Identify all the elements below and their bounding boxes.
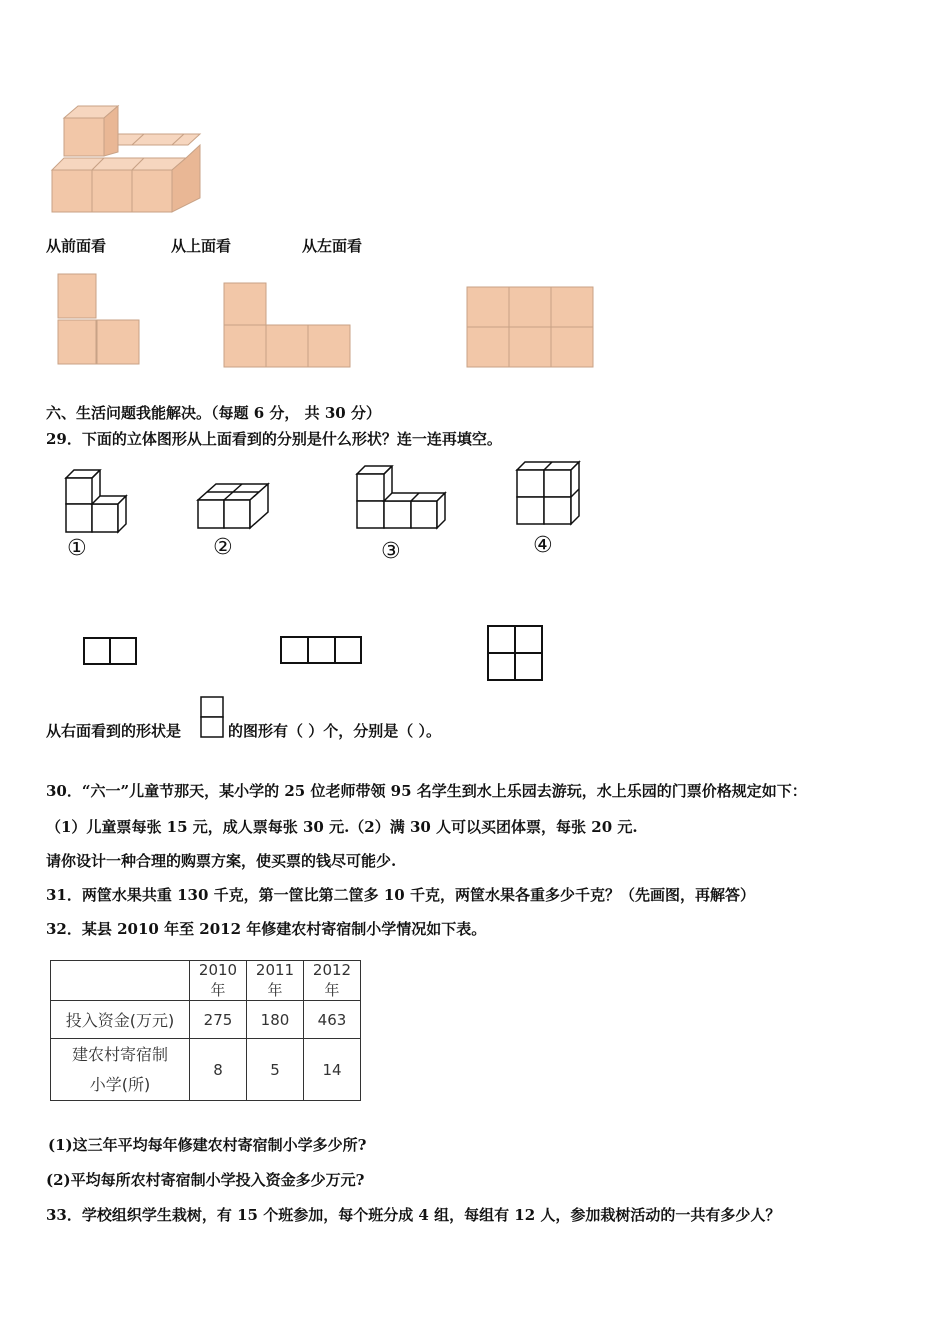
table-header-2010: 2010 年 <box>190 961 247 1001</box>
q33-text: 33．学校组织学生栽树，有 15 个班参加，每个班分成 4 组，每组有 12 人，参加栽树活动的一共有多少人？ <box>46 1206 781 1224</box>
q29-right-view-prefix: 从右面看到的形状是 <box>46 722 182 740</box>
table-header-2012: 2012 年 <box>304 961 361 1001</box>
left-view-label: 从左面看 <box>302 237 363 255</box>
q30-line2: （1）儿童票每张 15 元，成人票每张 30 元.（2）满 30 人可以买团体票，每张 20 元. <box>46 818 638 836</box>
table-header-2011: 2011 年 <box>247 961 304 1001</box>
q29-text: 29．下面的立体图形从上面看到的分别是什么形状？连一连再填空。 <box>46 430 502 448</box>
table-header-blank <box>51 961 190 1001</box>
right-view-inline-shape <box>201 697 223 737</box>
q32-sub1: (1)这三年平均每年修建农村寄宿制小学多少所? <box>48 1136 367 1154</box>
table-row1-2011: 180 <box>247 1001 304 1039</box>
q32-text: 32．某县 2010 年至 2012 年修建农村寄宿制小学情况如下表。 <box>46 920 487 938</box>
q29-label-3: ③ <box>381 539 401 564</box>
table-row2-label <box>51 1039 190 1101</box>
q30-line1: 30．“六一”儿童节那天，某小学的 25 位老师带领 95 名学生到水上乐园去游玩，水上乐园的门票价格规定如下： <box>46 782 807 800</box>
q29-figure-4 <box>517 462 579 524</box>
section6-title: 六、生活问题我能解决。（每题 6 分， 共 30 分） <box>46 404 381 422</box>
front-view-label: 从前面看 <box>46 237 107 255</box>
q29-figure-2 <box>198 484 268 528</box>
q29-label-4: ④ <box>533 533 553 558</box>
table-row1-label: 投入资金(万元) <box>51 1001 190 1039</box>
q29-answer-shape-3 <box>488 626 542 680</box>
table-row2-label-line2: 小学(所) <box>89 1074 151 1094</box>
table-row1-2010: 275 <box>190 1001 247 1039</box>
q32-sub2: (2)平均每所农村寄宿制小学投入资金多少万元? <box>46 1171 365 1189</box>
q29-answer-shape-2 <box>281 637 361 663</box>
table-row2-2011: 5 <box>247 1039 304 1101</box>
q31-text: 31．两筐水果共重 130 千克，第一筐比第二筐多 10 千克，两筐水果各重多少千克？（先画图，再解答） <box>46 886 755 904</box>
top-view-label: 从上面看 <box>171 237 232 255</box>
q29-answer-shape-1 <box>84 638 136 664</box>
q32-table <box>50 960 361 1101</box>
q29-label-1: ① <box>67 536 87 561</box>
q29-right-view-suffix: 的图形有（ ）个，分别是（ ）。 <box>228 722 441 740</box>
q29-figure-3 <box>357 466 445 528</box>
table-row2-2010: 8 <box>190 1039 247 1101</box>
table-row2-2012: 14 <box>304 1039 361 1101</box>
q30-line3: 请你设计一种合理的购票方案，使买票的钱尽可能少. <box>46 852 397 870</box>
table-row2-label-line1: 建农村寄宿制 <box>71 1044 168 1064</box>
q29-figure-1 <box>66 470 126 532</box>
table-row1-2012: 463 <box>304 1001 361 1039</box>
q29-label-2: ② <box>213 535 233 560</box>
